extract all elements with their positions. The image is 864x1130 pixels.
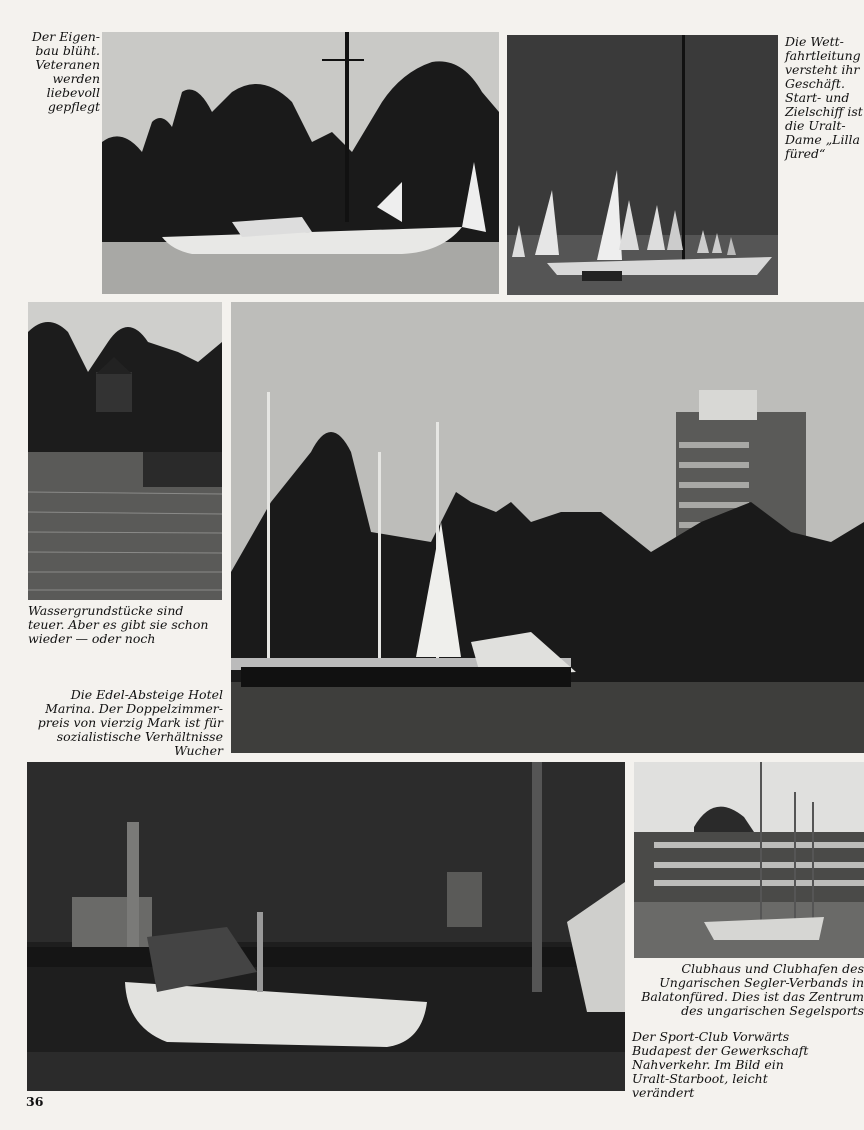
photo-veteran-yacht — [102, 32, 499, 294]
photo-clubhouse — [634, 762, 864, 958]
caption-regatta: Die Wett- fahrtleitung versteht ihr Geschäft. Start- und Zielschiff ist die Uralt- Dame „Lilla füred“ — [785, 34, 863, 161]
caption-clubhouse: Clubhaus und Clubhafen des Ungarischen Segler-Verbands in Balatonfüred. Dies ist das Zentrum des ungarischen Segelsports — [641, 961, 864, 1018]
photo-regatta — [507, 35, 778, 295]
caption-veterans: Der Eigen- bau blüht. Veteranen werden liebevoll gepflegt — [31, 29, 100, 114]
caption-hotel: Die Edel-Absteige Hotel Marina. Der Doppelzimmer- preis von vierzig Mark ist für sozialistische Verhältnisse Wucher — [37, 687, 223, 758]
caption-sportclub: Der Sport-Club Vorwärts Budapest der Gewerkschaft Nahverkehr. Im Bild ein Uralt-Starboot, leicht verändert — [632, 1029, 809, 1100]
photo-water-plot — [28, 302, 222, 600]
caption-water-plots: Wassergrundstücke sind teuer. Aber es gibt sie schon wieder — oder noch — [28, 603, 209, 646]
photo-hotel-marina — [231, 302, 864, 753]
photo-star-boat — [27, 762, 625, 1091]
page-number: 36 — [26, 1094, 44, 1109]
